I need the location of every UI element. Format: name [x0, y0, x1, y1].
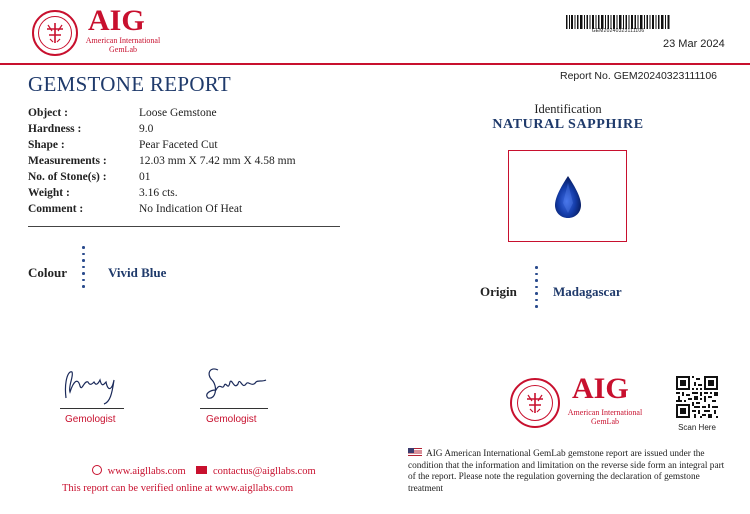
footer-logo-brand: AIG: [572, 372, 629, 405]
gem-photo: [553, 175, 583, 219]
logo-line1: American International: [85, 36, 161, 45]
colour-value: Vivid Blue: [108, 265, 167, 280]
page-title: GEMSTONE REPORT: [28, 72, 231, 96]
barcode: [566, 15, 670, 33]
header-logo: [32, 4, 172, 60]
footer-logo-glyph-icon: [523, 391, 547, 415]
barcode-text: GEM20240323111106: [591, 28, 645, 34]
report-number: Report No. GEM20240323111106: [560, 70, 718, 82]
envelope-icon: [196, 466, 207, 474]
logo-brand: AIG: [88, 4, 145, 37]
identification-label: Identification: [534, 102, 602, 116]
header-rule: [0, 63, 750, 65]
footer-logo-line2: GemLab: [591, 417, 619, 426]
signature-2-line: [200, 408, 268, 409]
qr-caption: Scan Here: [678, 423, 716, 432]
us-flag-icon: [408, 448, 422, 456]
spec-value: 01: [139, 171, 151, 183]
signature-2-role: Gemologist: [206, 414, 257, 425]
spec-value: 3.16 cts.: [139, 187, 178, 199]
colour-dots: [82, 246, 85, 292]
report-date: 23 Mar 2024: [663, 38, 725, 50]
email-link[interactable]: contactus@aigllabs.com: [212, 466, 316, 477]
logo-emblem: [32, 10, 78, 56]
spec-label: Shape :: [28, 139, 65, 151]
footer-logo: [510, 374, 650, 430]
logo-line2: GemLab: [109, 45, 137, 54]
signature-1: [60, 362, 126, 408]
spec-label: No. of Stone(s) :: [28, 171, 107, 183]
spec-label: Measurements :: [28, 155, 107, 167]
origin-label: Origin: [480, 284, 517, 299]
barcode-bars: [566, 15, 670, 29]
footer-logo-line1: American International: [567, 408, 643, 417]
origin-dots: [535, 266, 538, 312]
signature-1-line: [60, 408, 124, 409]
spec-value: 12.03 mm X 7.42 mm X 4.58 mm: [139, 155, 296, 167]
spec-label: Object :: [28, 107, 68, 119]
spec-label: Weight :: [28, 187, 70, 199]
spec-value: Pear Faceted Cut: [139, 139, 218, 151]
website-link[interactable]: www.aigllabs.com: [107, 466, 186, 477]
spec-divider: [28, 226, 340, 227]
contact-line: [92, 465, 316, 477]
spec-value: 9.0: [139, 123, 154, 135]
globe-icon: [92, 465, 102, 475]
spec-value: Loose Gemstone: [139, 107, 217, 119]
signature-2-mark: [200, 360, 270, 406]
colour-label: Colour: [28, 265, 67, 280]
spec-label: Hardness :: [28, 123, 82, 135]
spec-value: No Indication Of Heat: [139, 203, 243, 215]
signature-1-role: Gemologist: [65, 414, 116, 425]
disclaimer-text: AIG American International GemLab gemstone report are issued under the condition that the information and limitation on the reverse side form an integral part of the report. Please note the regulation governing the declaration of gemstone treatment: [408, 449, 725, 494]
signature-1-mark: [60, 362, 126, 406]
origin-value: Madagascar: [553, 284, 622, 299]
verify-text: This report can be verified online at www.aigllabs.com: [62, 483, 294, 494]
logo-glyph-icon: [43, 21, 67, 45]
spec-label: Comment :: [28, 203, 84, 215]
signature-2: [200, 360, 270, 408]
gem-photo-frame: [508, 150, 627, 242]
qr-code[interactable]: [676, 376, 718, 418]
qr-code-image: [676, 376, 718, 418]
footer-logo-emblem: [510, 378, 560, 428]
disclaimer: [408, 448, 732, 495]
identification-value: NATURAL SAPPHIRE: [492, 117, 644, 132]
